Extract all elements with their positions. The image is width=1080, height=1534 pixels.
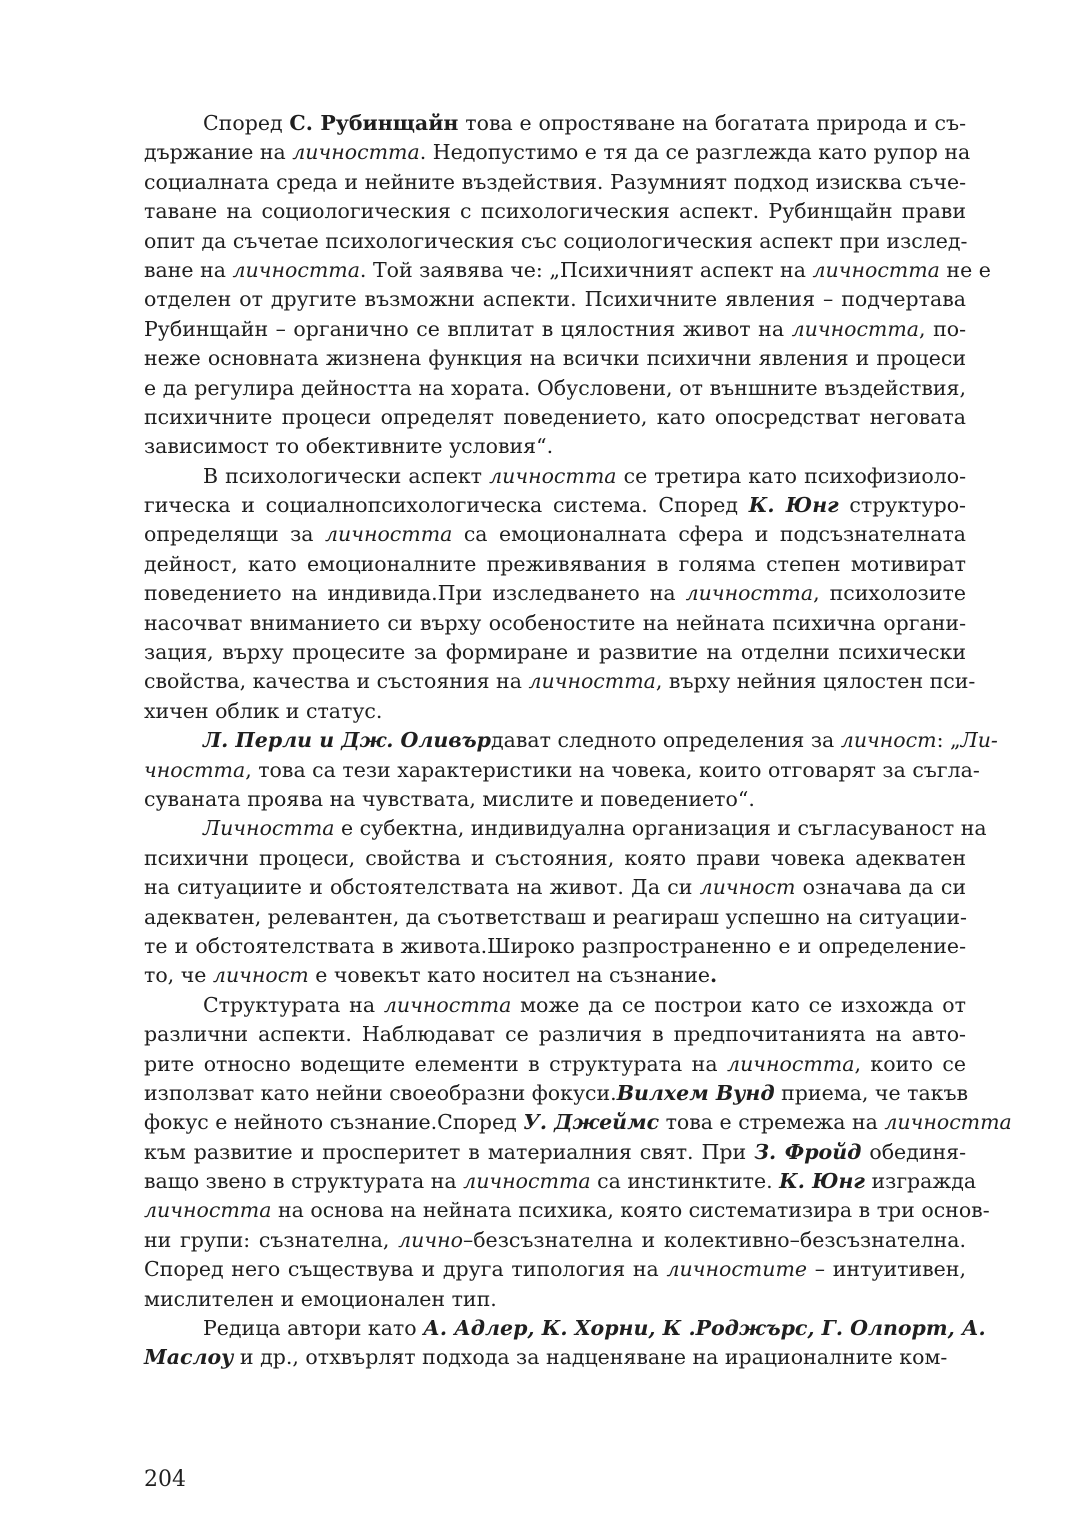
text-line	[144, 403, 966, 432]
emphasized-text: личността	[324, 522, 453, 547]
emphasized-text: З. Фройд	[754, 1139, 862, 1164]
text-run: хичен облик и статус.	[144, 698, 383, 723]
text-line	[144, 961, 966, 990]
text-run: . Недопустимо е тя да се разглежда като рупор на	[419, 140, 971, 165]
text-run: дейност, като емоционалните преживявания в голяма степен мотивират	[144, 551, 966, 576]
text-line	[144, 197, 966, 226]
text-run: са емоционалната сфера и подсъзнателната	[452, 522, 966, 547]
text-run: Рубинщайн – органично се вплитат в цялостния живот на	[144, 316, 792, 341]
text-run: Редица автори като	[203, 1316, 424, 1341]
text-line	[144, 903, 966, 932]
text-run: означава да си	[795, 875, 967, 900]
emphasized-text: У. Джеймс	[523, 1110, 660, 1135]
text-line	[144, 227, 966, 256]
text-run: не е	[939, 257, 991, 282]
text-line	[144, 109, 966, 138]
text-run: определящи за	[144, 522, 325, 547]
emphasized-text: А. Адлер, К. Хорни, К .Роджърс, Г. Олпорт, А.	[423, 1316, 986, 1341]
text-line	[144, 932, 966, 961]
text-run: обединя-	[861, 1139, 966, 1164]
text-line	[144, 726, 998, 755]
text-run: приема, че такъв	[774, 1080, 969, 1105]
emphasized-text: личността	[232, 257, 360, 282]
text-line	[144, 256, 991, 285]
text-line	[144, 667, 976, 696]
emphasized-text: К. Юнг	[748, 493, 839, 518]
text-line	[144, 1108, 1012, 1137]
text-run: фокус е нейното съзнание.Според	[144, 1110, 524, 1135]
text-line	[144, 344, 966, 373]
paragraph	[144, 462, 976, 727]
text-line	[144, 873, 966, 902]
text-line	[144, 1167, 977, 1196]
text-line	[144, 1138, 966, 1167]
text-line	[144, 315, 966, 344]
emphasized-text: чността	[144, 757, 246, 782]
emphasized-text: личността	[685, 581, 814, 606]
emphasized-text: личността	[791, 316, 920, 341]
emphasized-text: личността	[463, 1169, 591, 1194]
emphasized-text: личност	[699, 875, 796, 900]
text-line	[144, 609, 966, 638]
text-run: използват като нейни своеобразни фокуси.	[144, 1080, 617, 1105]
emphasized-text: личност	[840, 728, 937, 753]
text-run: опит да съчетае психологическия със социологическия аспект при изслед-	[144, 228, 968, 253]
text-run: , които се	[854, 1051, 967, 1076]
text-line	[144, 785, 966, 814]
paragraph	[144, 109, 991, 462]
text-line	[144, 1226, 966, 1255]
text-run: социалната среда и нейните въздействия. Разумният подход изисква съче-	[144, 169, 966, 194]
emphasized-text: Л. Перли и Дж. Оливър	[203, 728, 491, 753]
text-run: те и обстоятелствата в живота.Широко разпространенно е и определение-	[144, 933, 966, 958]
text-line	[144, 491, 966, 520]
text-run: ни групи: съзнателна,	[144, 1227, 399, 1252]
text-run: свойства, качества и състояния на	[144, 669, 529, 694]
text-run: са инстинктите.	[590, 1169, 780, 1194]
emphasized-text: личност	[212, 963, 309, 988]
text-run: Структурата на	[203, 992, 384, 1017]
text-run: това е стремежа на	[659, 1110, 885, 1135]
text-run: структуро-	[838, 493, 966, 518]
text-run: В психологически аспект	[203, 463, 490, 488]
text-line	[144, 285, 966, 314]
text-run: зависимост то обективните условия“.	[144, 434, 554, 459]
text-run: на ситуациите и обстоятелствата на живот. Да си	[144, 875, 700, 900]
text-run: насочват вниманието си върху особеностите на нейната психична органи-	[144, 610, 966, 635]
text-run: , това са тези характеристики на човека, които отговарят за съгла-	[245, 757, 980, 782]
text-line	[144, 814, 987, 843]
text-run: неже основната жизнена функция на всички психични явления и процеси	[144, 346, 966, 371]
text-run: на основа на нейната психика, която систематизира в три основ-	[271, 1198, 990, 1223]
text-run: . Той заявява че: „Психичният аспект на	[359, 257, 813, 282]
emphasized-text: .	[710, 963, 718, 988]
text-run: , психолозите	[813, 581, 966, 606]
paragraph	[144, 991, 1012, 1314]
text-run: е човекът като носител на съзнание	[308, 963, 710, 988]
text-line	[144, 697, 966, 726]
text-run: и др., отхвърлят подхода за надценяване на ирационалните ком-	[233, 1345, 948, 1370]
text-run: , върху нейния цялостен пси-	[655, 669, 976, 694]
emphasized-text: С. Рубинщайн	[289, 111, 459, 135]
text-run: рите относно водещите елементи в структурата на	[144, 1051, 728, 1076]
text-line	[144, 374, 966, 403]
text-line	[144, 1050, 966, 1079]
text-line	[144, 1020, 966, 1049]
text-line	[144, 520, 966, 549]
text-line	[144, 579, 966, 608]
text-run: суваната проява на чувствата, мислите и поведението“.	[144, 786, 755, 811]
paragraph	[144, 726, 998, 814]
text-run: мислителен и емоционален тип.	[144, 1286, 497, 1311]
emphasized-text: Личността	[203, 816, 335, 841]
text-run: : „	[936, 728, 961, 753]
text-run: е субектна, индивидуална организация и съгласуваност на	[334, 816, 987, 841]
text-run: психични процеси, свойства и състояния, която прави човека адекватен	[144, 845, 966, 870]
document-body	[144, 109, 1012, 1373]
emphasized-text: личността	[528, 669, 656, 694]
text-run: гическа и социалнопсихологическа система. Според	[144, 493, 749, 518]
text-run: изгражда	[864, 1169, 977, 1194]
text-line	[144, 844, 966, 873]
emphasized-text: личността	[812, 257, 940, 282]
text-run: психичните процеси определят поведението, като опосредстват неговата	[144, 404, 966, 429]
paragraph	[144, 1314, 986, 1373]
text-line	[144, 550, 966, 579]
text-run: Според него съществува и друга типология на	[144, 1257, 667, 1282]
text-run: то, че	[144, 963, 213, 988]
text-run: ване на	[144, 257, 233, 282]
emphasized-text: К. Юнг	[779, 1169, 865, 1194]
text-run: това е опростяване на богатата природа и съ-	[458, 111, 966, 135]
text-line	[144, 638, 966, 667]
text-line	[144, 1343, 966, 1372]
text-line	[144, 1285, 966, 1314]
emphasized-text: личността	[884, 1110, 1012, 1135]
text-run: ващо звено в структурата на	[144, 1169, 464, 1194]
text-run: адекватен, релевантен, да съответстваш и реагираш успешно на ситуации-	[144, 904, 967, 929]
text-run: Според	[203, 111, 290, 135]
emphasized-text: личността	[292, 140, 420, 165]
text-run: зация, върху процесите за формиране и развитие на отделни психически	[144, 640, 966, 665]
text-run: , по-	[919, 316, 967, 341]
text-run: държание на	[144, 140, 293, 165]
text-run: се третира като психофизиоло-	[616, 463, 966, 488]
text-run: отделен от другите възможни аспекти. Психичните явления – подчертава	[144, 287, 966, 312]
text-run: е да регулира дейността на хората. Обусловени, от външните въздействия,	[144, 375, 966, 400]
text-run: към развитие и просперитет в материалния свят. При	[144, 1139, 755, 1164]
emphasized-text: личността	[489, 463, 617, 488]
emphasized-text: Вилхем Вунд	[616, 1080, 775, 1105]
text-run: различни аспекти. Наблюдават се различия в предпочитанията на авто-	[144, 1022, 966, 1047]
text-run: – интуитивен,	[807, 1257, 966, 1282]
emphasized-text: Ли-	[960, 728, 998, 753]
page-number: 204	[144, 1467, 186, 1492]
emphasized-text: личността	[727, 1051, 855, 1076]
text-line	[144, 432, 966, 461]
text-run: поведението на индивида.При изследването на	[144, 581, 686, 606]
text-line	[144, 1079, 969, 1108]
text-line	[144, 1314, 986, 1343]
text-run: дават следното определения за	[490, 728, 841, 753]
emphasized-text: личностите	[666, 1257, 808, 1282]
emphasized-text: Маслоу	[144, 1345, 234, 1370]
paragraph	[144, 814, 987, 990]
emphasized-text: личността	[383, 992, 512, 1017]
emphasized-text: личността	[144, 1198, 272, 1223]
emphasized-text: лично	[398, 1227, 463, 1252]
text-line	[144, 168, 966, 197]
text-run: –безсъзнателна и колективно–безсъзнателна.	[462, 1227, 966, 1252]
text-line	[144, 1196, 990, 1225]
text-line	[144, 991, 966, 1020]
text-line	[144, 462, 966, 491]
text-run: може да се построи като се изхожда от	[511, 992, 966, 1017]
text-run: таване на социологическия с психологическия аспект. Рубинщайн прави	[144, 199, 966, 224]
text-line	[144, 756, 980, 785]
text-line	[144, 1255, 966, 1284]
text-line	[144, 138, 971, 167]
